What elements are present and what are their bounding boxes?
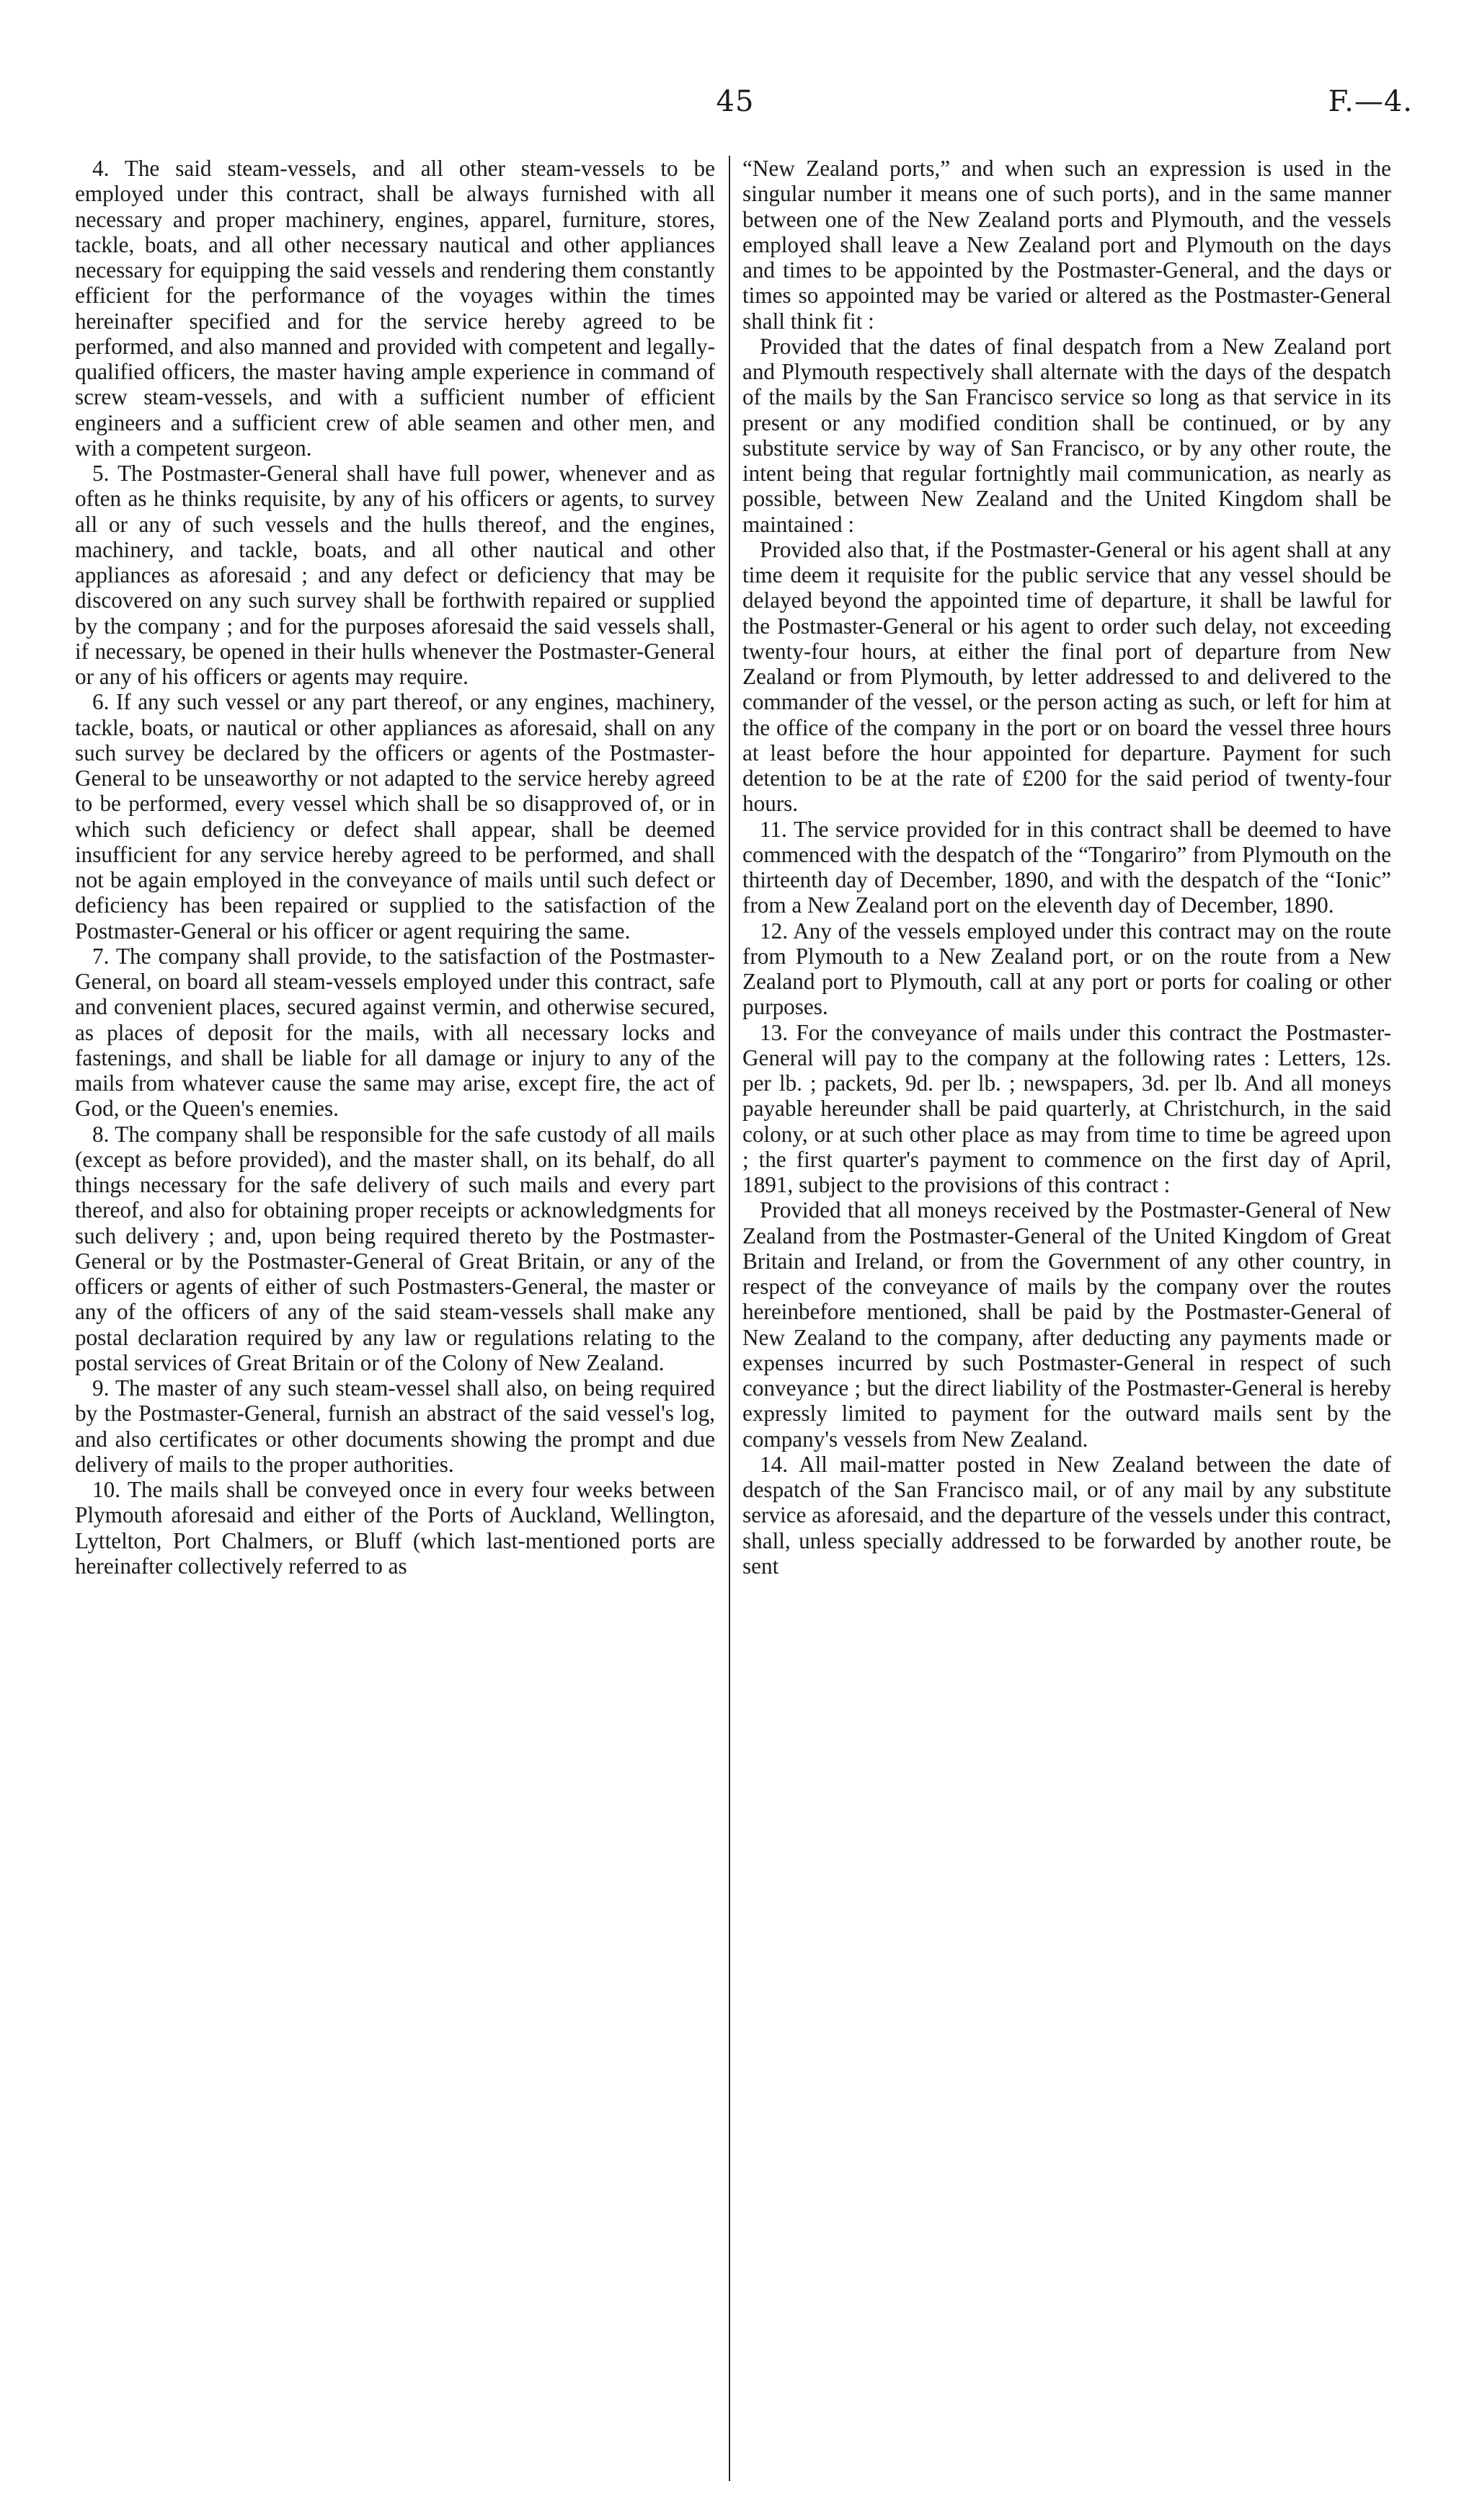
proviso-delay: Provided also that, if the Postmaster-General or his agent shall at any time deem it requisite for the public service that any vessel should be delayed beyond the appointed time of departure, it shall be lawful for the Postmaster-General or his agent to order such delay, not exceeding twenty-four hours, at either the final port of departure from New Zealand or from Plymouth, by letter addressed to and delivered to the commander of the vessel, or the person acting as such, or left for him at the office of the company in the port or on board the vessel three hours at least before the hour appointed for departure. Payment for such detention to be at the rate of £200 for the said period of twenty-four hours. [742, 536, 1391, 817]
page-number: 45 [716, 85, 755, 118]
clause-6: 6. If any such vessel or any part thereof, or any engines, machinery, tackle, boats, or nautical or other appliances as aforesaid, shall on any such survey be declared by the officers or agents of the Postmaster-General to be unseaworthy or not adapted to the service hereby agreed to be performed, every vessel which shall be so disapproved of, or in which such deficiency or defect shall appear, shall be deemed insufficient for any service hereby agreed to be performed, and shall not be again employed in the conveyance of mails until such defect or deficiency has been repaired or supplied to the satisfaction of the Postmaster-General or his officer or agent requiring the same. [75, 689, 715, 944]
clause-8: 8. The company shall be responsible for the safe custody of all mails (except as before provided), and the master shall, on its behalf, do all things necessary for the safe delivery of such mails and every part thereof, and also for obtaining proper receipts or acknowledgments for such delivery ; and, upon being required thereto by the Postmaster-General or by the Postmaster-General of Great Britain, or any of the officers or agents of either of such Postmasters-General, the master or any of the officers of any of the said steam-vessels shall make any postal declaration required by any law or regulations relating to the postal services of Great Britain or of the Colony of New Zealand. [75, 1121, 715, 1375]
clause-11: 11. The service provided for in this contract shall be deemed to have commenced with the despatch of the “Tongariro” from Plymouth on the thirteenth day of December, 1890, and with the despatch of the “Ionic” from a New Zealand port on the eleventh day of December, 1890. [742, 816, 1391, 918]
right-column [742, 156, 1391, 2484]
clause-7: 7. The company shall provide, to the satisfaction of the Postmaster-General, on board all steam-vessels employed under this contract, safe and convenient places, secured against vermin, and otherwise secured, as places of deposit for the mails, with all necessary locks and fastenings, and shall be liable for all damage or injury to any of the mails from whatever cause the same may arise, except fire, the act of God, or the Queen's enemies. [75, 943, 715, 1122]
column-divider [729, 156, 730, 2481]
clause-10: 10. The mails shall be conveyed once in every four weeks between Plymouth aforesaid and either of the Ports of Auckland, Wellington, Lyttelton, Port Chalmers, or Bluff (which last-mentioned ports are hereinafter collectively referred to as [75, 1477, 715, 1579]
clause-9: 9. The master of any such steam-vessel shall also, on being required by the Postmaster-General, furnish an abstract of the said vessel's log, and also certificates or other documents showing the prompt and due delivery of mails to the proper authorities. [75, 1375, 715, 1477]
proviso-moneys: Provided that all moneys received by the Postmaster-General of New Zealand from the Postmaster-General of the United Kingdom of Great Britain and Ireland, or from the Government of any other country, in respect of the conveyance of mails by the company over the routes hereinbefore mentioned, shall be paid by the Postmaster-General of New Zealand to the company, after deducting any payments made or expenses incurred by such Postmaster-General in respect of such conveyance ; but the direct liability of the Postmaster-General is hereby expressly limited to payment for the outward mails sent by the company's vessels from New Zealand. [742, 1197, 1391, 1452]
clause-14: 14. All mail-matter posted in New Zealand between the date of despatch of the San Francisco mail, or of any mail by any substitute service as aforesaid, and the departure of the vessels under this contract, shall, unless specially addressed to be forwarded by another route, be sent [742, 1451, 1391, 1579]
clause-13: 13. For the conveyance of mails under this contract the Postmaster-General will pay to the company at the following rates : Letters, 12s. per lb. ; packets, 9d. per lb. ; newspapers, 3d. per lb. And all moneys payable hereunder shall be paid quarterly, at Christchurch, in the said colony, or at such other place as may from time to time be agreed upon ; the first quarter's payment to commence on the first day of April, 1891, subject to the provisions of this contract : [742, 1019, 1391, 1197]
clause-4: 4. The said steam-vessels, and all other steam-vessels to be employed under this contract, shall be always furnished with all necessary and proper machinery, engines, apparel, furniture, stores, tackle, boats, and all other necessary nautical and other appliances necessary for equipping the said vessels and rendering them constantly efficient for the performance of the voyages within the times hereinafter specified and for the service hereby agreed to be performed, and also manned and provided with competent and legally-qualified officers, the master having ample experience in command of screw steam-vessels, and with a sufficient number of efficient engineers and a sufficient crew of able seamen and other men, and with a competent surgeon. [75, 156, 715, 461]
paper-reference: F.—4. [1328, 85, 1413, 118]
proviso-alternate-despatch: Provided that the dates of final despatch from a New Zealand port and Plymouth respectively shall alternate with the days of the despatch of the mails by the San Francisco service so long as that service in its present or any modified condition shall be continued, or by any substitute service by way of San Francisco, or by any other route, the intent being that regular fortnightly mail communication, as nearly as possible, between New Zealand and the United Kingdom shall be maintained : [742, 333, 1391, 537]
clause-10-continued: “New Zealand ports,” and when such an expression is used in the singular number it means one of such ports), and in the same manner between one of the New Zealand ports and Plymouth, and the vessels employed shall leave a New Zealand port and Plymouth on the days and times to be appointed by the Postmaster-General, and the days or times so appointed may be varied or altered as the Postmaster-General shall think fit : [742, 156, 1391, 334]
left-column [75, 156, 715, 2484]
clause-12: 12. Any of the vessels employed under this contract may on the route from Plymouth to a New Zealand port, or on the route from a New Zealand port to Plymouth, call at any port or ports for coaling or other purposes. [742, 918, 1391, 1020]
clause-5: 5. The Postmaster-General shall have full power, whenever and as often as he thinks requisite, by any of his officers or agents, to survey all or any of such vessels and the hulls thereof, and the engines, machinery, and tackle, boats, and all other nautical and other appliances as aforesaid ; and any defect or deficiency that may be discovered on any such survey shall be forthwith repaired or supplied by the company ; and for the purposes aforesaid the said vessels shall, if necessary, be opened in their hulls whenever the Postmaster-General or any of his officers or agents may require. [75, 461, 715, 689]
